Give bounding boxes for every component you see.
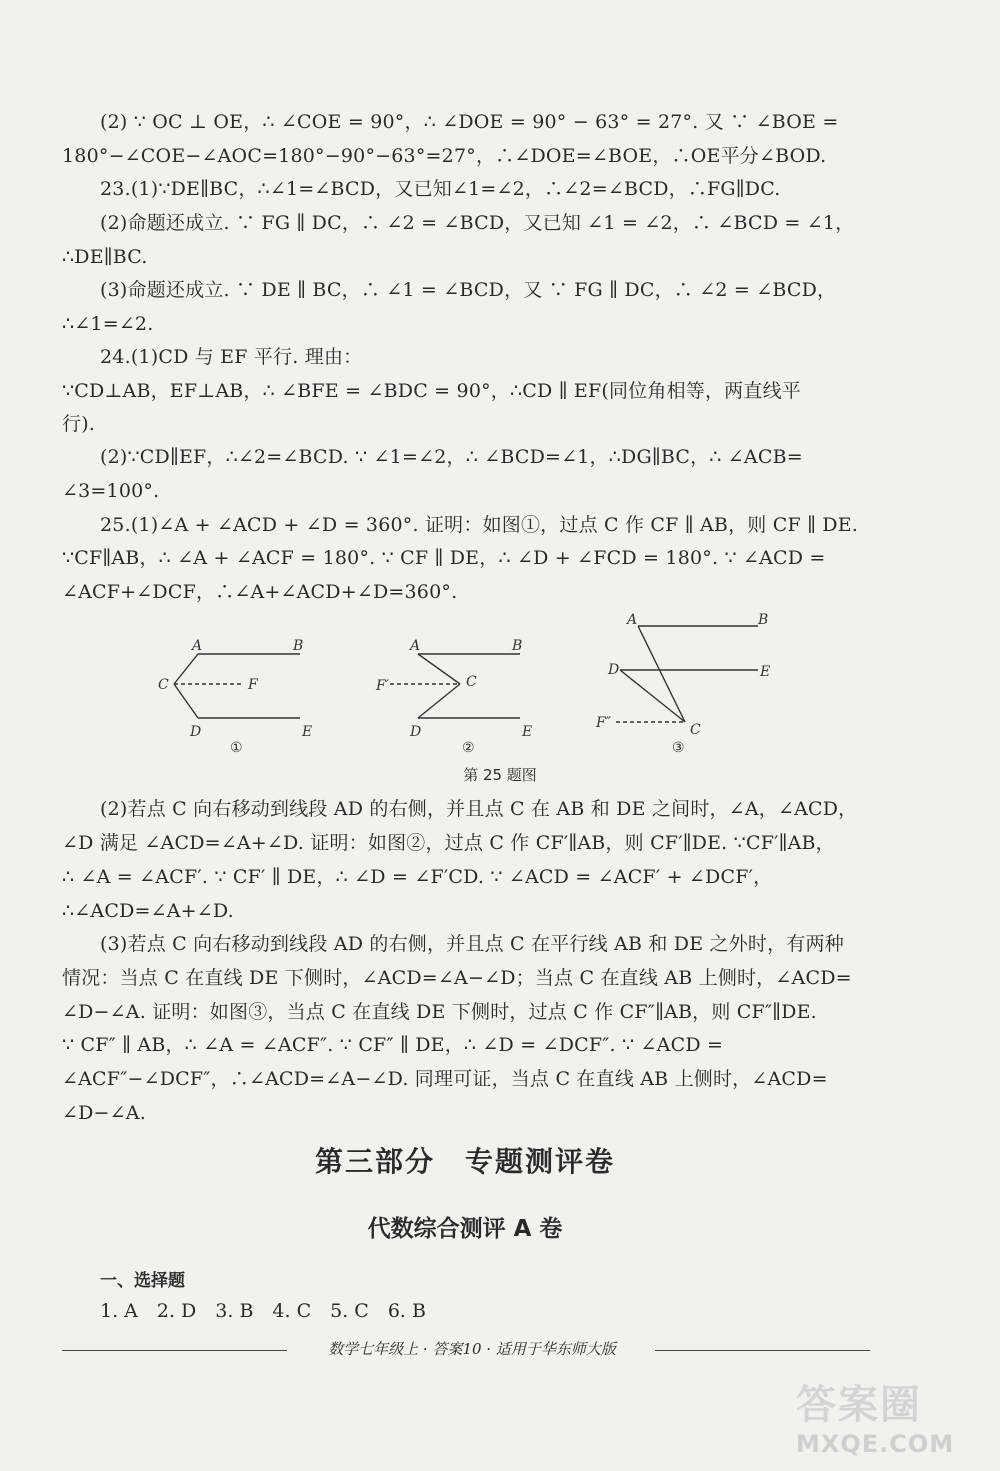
label-F: F [248,677,258,693]
text-line: ∴DE∥BC. [62,246,148,268]
label-A: A [627,612,638,628]
label-D: D [608,662,620,678]
text-line: ∠3=100°. [62,480,160,502]
choice-answers: 1. A 2. D 3. B 4. C 5. C 6. B [100,1300,426,1322]
text-line: ∠D 满足 ∠ACD=∠A+∠D. 证明：如图②，过点 C 作 CF′∥AB，则 CF′∥DE. ∵CF′∥AB， [62,832,835,854]
text-line: (2)若点 C 向右移动到线段 AD 的右侧，并且点 C 在 AB 和 DE 之间时，∠A，∠ACD， [100,798,858,820]
text-line: 23.(1)∵DE∥BC，∴∠1=∠BCD，又已知∠1=∠2，∴∠2=∠BCD，∴FG∥DC. [100,178,781,200]
figure-number: ③ [672,740,685,756]
part-title: 第三部分 专题测评卷 [314,1145,615,1178]
label-B: B [758,612,769,628]
figure-25-diagrams [150,606,790,756]
text-line: ∠ACF+∠DCF，∴∠A+∠ACD+∠D=360°. [62,581,458,603]
page-footer [62,1338,870,1362]
text-line: ∴∠ACD=∠A+∠D. [62,900,234,922]
figure-3 [616,626,758,722]
label-E: E [302,724,313,740]
label-F-prime: F′ [376,678,389,694]
label-E: E [760,664,771,680]
footer-rule [655,1350,870,1351]
text-line: (3)命题还成立. ∵ DE ∥ BC，∴ ∠1 = ∠BCD，又 ∵ FG ∥ DC，∴ ∠2 = ∠BCD， [100,279,837,301]
label-D: D [190,724,202,740]
text-line: 180°−∠COE−∠AOC=180°−90°−63°=27°，∴∠DOE=∠BOE，∴OE平分∠BOD. [62,145,827,167]
footer-text: 数学七年级上 · 答案10 · 适用于华东师大版 [328,1340,616,1358]
label-D: D [410,724,422,740]
figure-1 [174,654,300,718]
text-line: ∵CF∥AB，∴ ∠A + ∠ACF = 180°. ∵ CF ∥ DE，∴ ∠D + ∠FCD = 180°. ∵ ∠ACD = [62,547,826,569]
text-line: 行). [62,413,96,435]
label-B: B [512,638,523,654]
text-line: ∠ACF″−∠DCF″，∴∠ACD=∠A−∠D. 同理可证，当点 C 在直线 AB 上侧时，∠ACD= [62,1068,828,1090]
watermark-logo [796,1373,986,1463]
text-line: ∴ ∠A = ∠ACF′. ∵ CF′ ∥ DE，∴ ∠D = ∠F′CD. ∵ ∠ACD = ∠ACF′ + ∠DCF′， [62,866,773,888]
watermark-url: MXQE.COM [796,1430,955,1458]
label-F-double-prime: F″ [596,715,611,731]
footer-rule [62,1350,287,1351]
label-B: B [293,638,304,654]
label-E: E [522,724,533,740]
text-line: ∵ CF″ ∥ AB，∴ ∠A = ∠ACF″. ∵ CF″ ∥ DE，∴ ∠D = ∠DCF″. ∵ ∠ACD = [62,1034,724,1056]
label-C: C [690,722,701,738]
label-C: C [158,677,169,693]
text-line: 情况：当点 C 在直线 DE 下侧时，∠ACD=∠A−∠D；当点 C 在直线 AB 上侧时，∠ACD= [62,967,852,989]
text-line: (3)若点 C 向右移动到线段 AD 的右侧，并且点 C 在平行线 AB 和 DE 之外时，有两种 [100,933,844,955]
watermark-text: 答案圈 [796,1382,922,1428]
text-line: 25.(1)∠A + ∠ACD + ∠D = 360°. 证明：如图①，过点 C 作 CF ∥ AB，则 CF ∥ DE. [100,514,859,536]
label-A: A [410,638,421,654]
text-line: ∴∠1=∠2. [62,313,154,335]
figure-number: ② [462,740,475,756]
text-line: (2)命题还成立. ∵ FG ∥ DC，∴ ∠2 = ∠BCD，又已知 ∠1 = ∠2，∴ ∠BCD = ∠1， [100,212,855,234]
text-line: ∵CD⊥AB，EF⊥AB，∴ ∠BFE = ∠BDC = 90°，∴CD ∥ EF(同位角相等，两直线平 [62,380,801,402]
label-A: A [192,638,203,654]
question-type-heading: 一、选择题 [100,1271,185,1291]
section-title: 代数综合测评 A 卷 [367,1216,563,1242]
text-line: ∠D−∠A. 证明：如图③，当点 C 在直线 DE 下侧时，过点 C 作 CF″∥AB，则 CF″∥DE. [62,1001,817,1023]
figure-2 [390,654,520,718]
figure-number: ① [230,740,243,756]
text-line: ∠D−∠A. [62,1102,146,1124]
figure-caption: 第 25 题图 [463,766,537,784]
label-C: C [466,674,477,690]
text-line: 24.(1)CD 与 EF 平行. 理由： [100,346,363,368]
text-line: (2) ∵ OC ⊥ OE，∴ ∠COE = 90°，∴ ∠DOE = 90° − 63° = 27°. 又 ∵ ∠BOE = [100,111,839,133]
text-line: (2)∵CD∥EF，∴∠2=∠BCD. ∵ ∠1=∠2，∴ ∠BCD=∠1，∴DG∥BC，∴ ∠ACB= [100,446,803,468]
